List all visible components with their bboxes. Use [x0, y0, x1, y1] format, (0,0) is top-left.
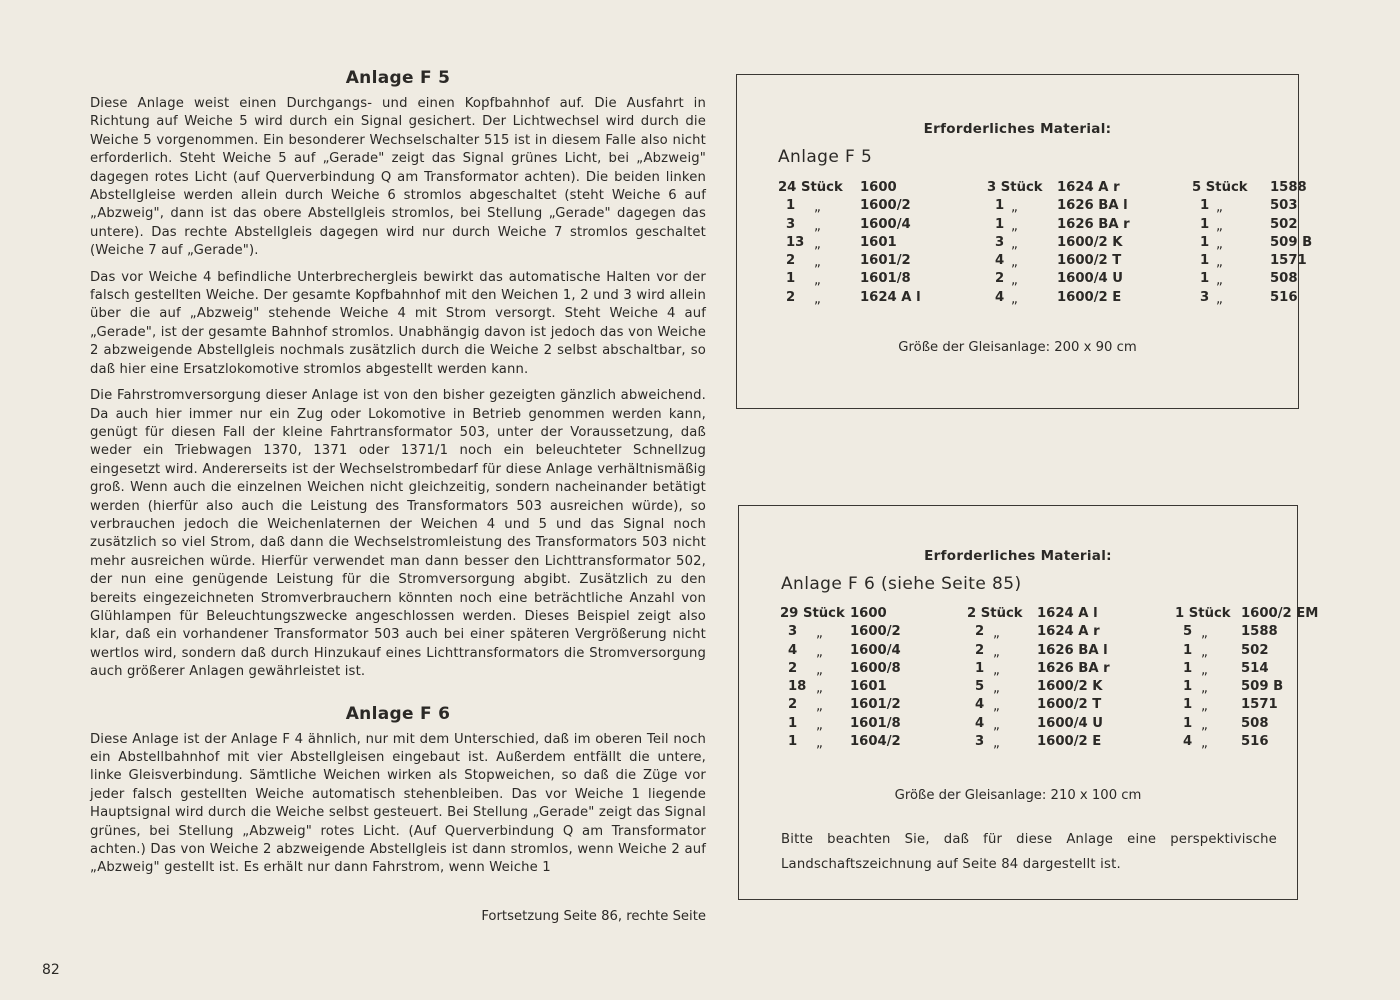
paragraph-f5-2: Das vor Weiche 4 befindliche Unterbrechergleis bewirkt das automatische Halten vor der falsch gestellten Weiche. Der gesamte Kopfbahnhof mit den Weichen 1, 2 und 3 wird allein über die auf „Abzweig" stehende Weiche 4 mit Strom versorgt. Steht Weiche 4 auf „Gerade", ist der gesamte Bahnhof stromlos. Unabhängig davon ist jedoch das von Weiche 2 abzweigende Abstellgleis nochmals zusätzlich durch die Weiche 2 selbst abschaltbar, so daß hier eine Ersatzlokomotive stromlos abgestellt werden kann.	[90, 269, 706, 377]
ditto-mark: „	[814, 273, 821, 289]
material-part-number: 1600	[860, 180, 897, 195]
section-heading-f5: Anlage F 5	[345, 68, 451, 88]
material-part-number: 509 B	[1241, 679, 1284, 695]
material-part-number: 516	[1270, 289, 1298, 305]
material-part-number: 1600/8	[850, 660, 901, 676]
material-part-number: 1626 BA r	[1037, 660, 1110, 676]
material-quantity: 2	[786, 289, 796, 305]
ditto-mark: „	[814, 236, 821, 252]
material-part-number: 1626 BA l	[1037, 642, 1108, 658]
material-part-number: 1600/2 E	[1037, 734, 1102, 750]
material-quantity: 5	[975, 679, 985, 695]
material-part-number: 1626 BA l	[1057, 198, 1128, 214]
ditto-mark: „	[816, 717, 823, 733]
box-title-f6: Anlage F 6 (siehe Seite 85)	[781, 574, 1022, 594]
material-quantity: 1	[1200, 253, 1210, 269]
ditto-mark: „	[816, 662, 823, 678]
ditto-mark: „	[1216, 200, 1223, 216]
ditto-mark: „	[1216, 291, 1223, 307]
material-part-number: 1571	[1270, 253, 1307, 269]
box-title-f5: Anlage F 5	[778, 147, 873, 167]
material-quantity: 3	[995, 234, 1005, 250]
material-part-number: 1571	[1241, 697, 1278, 713]
material-part-number: 1624 A r	[1037, 624, 1100, 640]
ditto-mark: „	[1216, 236, 1223, 252]
material-part-number: 1601/2	[860, 253, 911, 269]
material-quantity: 3	[788, 624, 798, 640]
material-quantity: 3 Stück	[987, 180, 1043, 195]
ditto-mark: „	[993, 717, 1000, 733]
material-quantity: 4	[1183, 734, 1193, 750]
paragraph-f5-3: Die Fahrstromversorgung dieser Anlage ist von den bisher gezeigten gänzlich abweichend. Da auch hier immer nur ein Zug oder Lokomotive in Betrieb genommen werden kann, genügt für diesen Fall der kleine Fahrtransformator 503, unter der Voraussetzung, daß weder ein Triebwagen 1370, 1371 oder 1371/1 noch ein beleuchteter Schnellzug eingesetzt wird. Andererseits ist der Wechselstrombedarf für diese Anlage verhältnismäßig groß. Wenn auch die einzelnen Weichen nicht gleichzeitig, sondern nacheinander betätigt werden (hierfür also auch die Leistung des Transformators 503 ausreichen würde), so verbrauchen jedoch die Weichenlaternen der Weichen 4 und 5 und das Signal noch zusätzlich so viel Strom, daß dann die Wechselstromleistung des Transformators 503 nicht mehr ausreichen würde. Hierfür verwendet man dann besser den Lichttransformator 502, der nun eine genügende Leistung für die Stromversorgung abgibt. Zusätzlich zu den bereits eingezeichneten Stromverbrauchern könnten noch eine beträchtliche Anzahl von Glühlampen für Beleuchtungszwecke angeschlossen werden. Dieses Beispiel zeigt also klar, daß ein vorhandener Transformator 503 auch bei einer späteren Vergrößerung nicht wertlos wird, sondern daß durch Hinzukauf eines Lichttransformators die Stromversorgung auch größerer Anlagen gewährleistet ist.	[90, 388, 706, 680]
ditto-mark: „	[1201, 644, 1208, 660]
ditto-mark: „	[816, 736, 823, 752]
material-quantity: 4	[995, 253, 1005, 269]
ditto-mark: „	[993, 736, 1000, 752]
ditto-mark: „	[993, 699, 1000, 715]
material-quantity: 1	[1200, 271, 1210, 287]
material-quantity: 2	[975, 624, 985, 640]
ditto-mark: „	[1201, 717, 1208, 733]
material-heading-f5: Erforderliches Material:	[923, 121, 1112, 137]
material-quantity: 3	[975, 734, 985, 750]
material-quantity: 2	[788, 697, 798, 713]
ditto-mark: „	[1216, 273, 1223, 289]
material-quantity: 1 Stück	[1175, 606, 1231, 621]
material-quantity: 5	[1183, 624, 1193, 640]
material-part-number: 1601/8	[860, 271, 911, 287]
left-text-column	[90, 68, 706, 886]
material-heading-f6: Erforderliches Material:	[924, 548, 1112, 564]
track-size-f5: Größe der Gleisanlage: 200 x 90 cm	[898, 340, 1137, 355]
track-size-f6: Größe der Gleisanlage: 210 x 100 cm	[894, 788, 1142, 803]
material-part-number: 502	[1270, 216, 1298, 232]
ditto-mark: „	[993, 644, 1000, 660]
ditto-mark: „	[1216, 218, 1223, 234]
material-part-number: 1600/4 U	[1057, 271, 1123, 287]
ditto-mark: „	[993, 681, 1000, 697]
material-quantity: 1	[1200, 234, 1210, 250]
section-anlage-f6	[90, 704, 706, 878]
material-quantity: 4	[975, 697, 985, 713]
material-quantity: 1	[1200, 216, 1210, 232]
material-quantity: 4	[995, 289, 1005, 305]
material-part-number: 1624 A r	[1057, 180, 1120, 195]
material-quantity: 2	[786, 253, 796, 269]
paragraph-f5-1: Diese Anlage weist einen Durchgangs- und einen Kopfbahnhof auf. Die Ausfahrt in Richtung auf Weiche 5 wird durch ein Signal gesichert. Der Lichtwechsel wird durch die Weiche 5 vorgenommen. Ein besonderer Wechselschalter 515 ist in diesem Falle also nicht erforderlich. Steht Weiche 5 auf „Gerade" zeigt das Signal grünes Licht, bei „Abzweig" dagegen rotes Licht (auf Querverbindung Q am Transformator achten). Die beiden linken Abstellgleise werden allein durch Weiche 6 stromlos abgeschaltet (steht Weiche 6 auf „Abzweig", dann ist das obere Abstellgleis stromlos, bei Stellung „Gerade" dagegen das untere). Das rechte Abstellgleis dagegen wird nur durch Weiche 7 stromlos geschaltet (Weiche 7 auf „Gerade").	[90, 96, 706, 259]
material-part-number: 1600/2 T	[1037, 697, 1102, 713]
material-part-number: 1624 A l	[1037, 606, 1098, 621]
material-part-number: 1626 BA r	[1057, 216, 1130, 232]
material-part-number: 1600/2 K	[1037, 679, 1103, 695]
material-part-number: 503	[1270, 198, 1298, 214]
material-quantity: 1	[1183, 660, 1193, 676]
ditto-mark: „	[814, 255, 821, 271]
ditto-mark: „	[1011, 236, 1018, 252]
material-quantity: 1	[1183, 697, 1193, 713]
material-part-number: 1588	[1241, 624, 1278, 640]
ditto-mark: „	[1011, 291, 1018, 307]
ditto-mark: „	[1011, 273, 1018, 289]
material-quantity: 3	[1200, 289, 1210, 305]
section-anlage-f5	[90, 68, 706, 682]
ditto-mark: „	[1216, 255, 1223, 271]
ditto-mark: „	[1201, 681, 1208, 697]
material-part-number: 1601	[860, 234, 897, 250]
ditto-mark: „	[1201, 662, 1208, 678]
material-quantity: 2	[975, 642, 985, 658]
material-quantity: 2	[788, 660, 798, 676]
material-quantity: 13	[786, 234, 805, 250]
material-quantity: 1	[1183, 679, 1193, 695]
material-part-number: 1604/2	[850, 734, 901, 750]
ditto-mark: „	[816, 681, 823, 697]
material-part-number: 1600/4	[850, 642, 901, 658]
material-part-number: 514	[1241, 660, 1269, 676]
ditto-mark: „	[816, 626, 823, 642]
landscape-note: Bitte beachten Sie, daß für diese Anlage eine perspektivische Landschaftszeichnung auf Seite 84 dargestellt ist.	[781, 832, 1277, 872]
material-part-number: 1588	[1270, 180, 1307, 195]
ditto-mark: „	[993, 662, 1000, 678]
material-part-number: 1601/8	[850, 715, 901, 731]
material-quantity: 1	[788, 715, 798, 731]
material-part-number: 516	[1241, 734, 1269, 750]
material-quantity: 29 Stück	[780, 606, 845, 621]
material-part-number: 502	[1241, 642, 1269, 658]
material-quantity: 1	[995, 198, 1005, 214]
material-part-number: 1600/4 U	[1037, 715, 1103, 731]
material-part-number: 509 B	[1270, 234, 1313, 250]
ditto-mark: „	[1011, 218, 1018, 234]
ditto-mark: „	[1201, 699, 1208, 715]
material-part-number: 1601/2	[850, 697, 901, 713]
material-quantity: 1	[1183, 642, 1193, 658]
ditto-mark: „	[816, 644, 823, 660]
ditto-mark: „	[814, 218, 821, 234]
section-heading-f6: Anlage F 6	[345, 703, 451, 724]
material-part-number: 1600/2 E	[1057, 289, 1122, 305]
material-part-number: 508	[1270, 271, 1298, 287]
paragraph-f6-1: Diese Anlage ist der Anlage F 4 ähnlich, nur mit dem Unterschied, daß im oberen Teil noch ein Abstellbahnhof mit vier Abstellgleisen eingebaut ist. Außerdem entfällt die untere, linke Gleisverbindung. Sämtliche Weichen wirken als Stopweichen, so daß die Züge vor jeder falsch gestellten Weiche automatisch stehenbleiben. Das vor Weiche 1 liegende Hauptsignal wird durch die Weiche selbst gesteuert. Bei Stellung „Gerade" zeigt das Signal grünes, bei Stellung „Abzweig" rotes Licht. (Auf Querverbindung Q am Transformator achten.) Das von Weiche 2 abzweigende Abstellgleis ist dann stromlos, wenn Weiche 2 auf „Abzweig" gestellt ist. Es erhält nur dann Fahrstrom, wenn Weiche 1	[90, 731, 706, 876]
ditto-mark: „	[1011, 255, 1018, 271]
material-box-f5	[736, 74, 1313, 409]
material-quantity: 24 Stück	[778, 180, 843, 195]
material-part-number: 1600	[850, 606, 887, 621]
material-part-number: 508	[1241, 715, 1269, 731]
material-part-number: 1600/2	[850, 624, 901, 640]
material-quantity: 18	[788, 679, 807, 695]
material-part-number: 1601	[850, 679, 887, 695]
material-quantity: 4	[788, 642, 798, 658]
ditto-mark: „	[816, 699, 823, 715]
material-part-number: 1600/2 T	[1057, 253, 1122, 269]
material-part-number: 1600/4	[860, 216, 911, 232]
continuation-note: Fortsetzung Seite 86, rechte Seite	[481, 909, 706, 924]
ditto-mark: „	[993, 626, 1000, 642]
material-quantity: 1	[788, 734, 798, 750]
material-quantity: 4	[975, 715, 985, 731]
material-quantity: 5 Stück	[1192, 180, 1248, 195]
material-quantity: 1	[975, 660, 985, 676]
material-part-number: 1624 A l	[860, 289, 921, 305]
ditto-mark: „	[814, 200, 821, 216]
material-part-number: 1600/2 K	[1057, 234, 1123, 250]
material-part-number: 1600/2	[860, 198, 911, 214]
material-quantity: 1	[786, 271, 796, 287]
material-quantity: 3	[786, 216, 796, 232]
ditto-mark: „	[1201, 736, 1208, 752]
material-quantity: 2 Stück	[967, 606, 1023, 621]
material-quantity: 1	[1183, 715, 1193, 731]
ditto-mark: „	[1011, 200, 1018, 216]
material-quantity: 1	[786, 198, 796, 214]
page-number: 82	[42, 962, 60, 978]
material-part-number: 1600/2 EM	[1241, 606, 1319, 621]
material-quantity: 2	[995, 271, 1005, 287]
material-box-f6	[738, 505, 1319, 900]
material-quantity: 1	[995, 216, 1005, 232]
ditto-mark: „	[1201, 626, 1208, 642]
material-quantity: 1	[1200, 198, 1210, 214]
ditto-mark: „	[814, 291, 821, 307]
